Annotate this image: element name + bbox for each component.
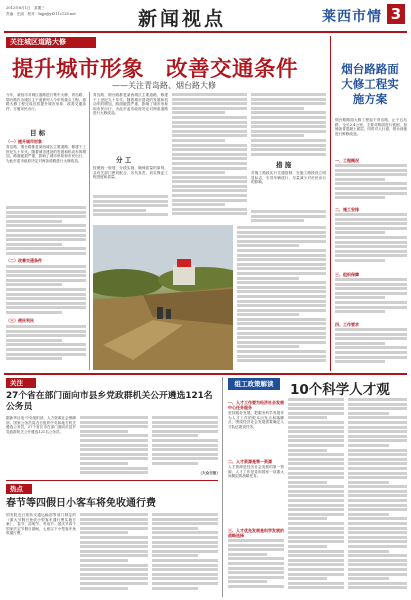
date-line: 2012年8月1日 星期三 xyxy=(6,6,45,10)
top-story-col3-text xyxy=(172,93,247,221)
side-story-text-3 xyxy=(335,278,407,318)
section-heading-measures: 措 施 xyxy=(276,161,292,169)
top-story-col5-text xyxy=(237,226,326,370)
bottom-left-lead: 据新华社电 中央组织部、人力资源社会保障部、国家公务员局近日组织中央和地方机关遴选公务员，27个省区市在部门面向市县乡党政群机关公开遴选121名公务员。 xyxy=(6,416,76,434)
bottom-left-headline: 27个省在部门面向市县乡党政群机关公开遴选121名公务员 xyxy=(6,391,213,412)
top-story-subhead: ——关注青岛路、烟台路大修 xyxy=(112,81,216,90)
section-heading-goal: 目 标 xyxy=(30,129,46,137)
editor-line: 责编：庄丽 校对：hqjz@yt311c128.net xyxy=(6,12,76,16)
hot-col2 xyxy=(80,513,148,595)
masthead xyxy=(0,0,411,32)
policy-point-3: 三、人才优先发展是科学发展的战略选择 xyxy=(228,528,284,538)
policy-point-2: 二、人才资源是第一资源 xyxy=(228,459,272,464)
side-item-1: 一、工程概况 xyxy=(335,158,359,163)
top-story-col1-text xyxy=(6,206,86,256)
side-item-4: 四、工作要求 xyxy=(335,322,359,327)
top-story-headline: 提升城市形象 改善交通条件 xyxy=(12,57,299,82)
side-item-3: 三、组织保障 xyxy=(335,272,359,277)
side-story-text-4 xyxy=(335,328,407,370)
middle-rule xyxy=(4,373,407,375)
policy-text-2: 人才资源是经济社会发展的第一资源，人才工作是党和国家一项重大而紧迫的战略任务。 xyxy=(228,465,284,479)
side-story-lead: 烟台路路面大修工程起于青岛路，止于石岛路，全长2.4公里，主要对路面进行铣刨、加铺沥青混凝土面层，同时对人行道、排水设施进行维修改造。 xyxy=(335,118,407,136)
side-story-headline: 烟台路路面大修工程实施方案 xyxy=(341,62,399,106)
hot-headline: 春节等四假日小客车将免收通行费 xyxy=(6,498,156,509)
masthead-rule xyxy=(4,31,407,33)
top-story-col1-text-2 xyxy=(6,265,86,315)
side-divider xyxy=(330,36,331,371)
bottom-divider xyxy=(222,377,223,597)
column-divider xyxy=(89,92,90,370)
side-story-text-1 xyxy=(335,164,407,204)
hot-col3 xyxy=(152,513,218,595)
hot-tag: 热点 xyxy=(6,484,32,494)
policy-col1-text xyxy=(228,539,284,595)
policy-col3-text xyxy=(348,398,407,595)
sub-heading-3: （三）便民利民 xyxy=(6,318,34,323)
policy-tag: 组工政策解读 xyxy=(228,378,280,390)
policy-col2-text xyxy=(288,398,344,595)
bottom-left-col3 xyxy=(152,416,218,470)
top-story-kicker: 关注城区道路大修 xyxy=(6,37,96,48)
top-story-para-2: 青岛路、烟台路都是莱西城区主要道路，修建于上世纪九十年代。随着城市建设的发展和机动车的增加，路面破损严重，影响了城市形象和市民出行，为此市委市政府决定对两条道路进行大修改造。 xyxy=(6,145,86,163)
road-construction-photo xyxy=(93,225,233,370)
bottom-left-byline: （大众日报） xyxy=(198,471,220,475)
sub-heading-2: （二）改善交通条件 xyxy=(6,258,42,263)
top-story-col1-text-3 xyxy=(6,325,86,365)
top-story-para-3: 按照统一规划、分段实施、确保质量的原则，各有关部门密切配合、各负其责，切实保证工程进度和质量。 xyxy=(93,166,168,180)
top-story-para-1: 青岛路、烟台路都是莱西城区主要道路，修建于上世纪九十年代。随着城市建设的发展和机动车的增加，路面破损严重，影响了城市形象和市民出行，为此市委市政府决定对两条道路进行大修改造。 xyxy=(93,93,168,116)
side-story-text-2 xyxy=(335,213,407,268)
policy-point-1: 一、人才工作要为经济社会发展中心任务服务 xyxy=(228,400,284,410)
policy-text-1: 坚持服务发展，把服务科学发展作为人才工作的根本出发点和落脚点，围绕经济社会发展需要确定人才队伍建设任务。 xyxy=(228,411,284,429)
section-title: 新闻视点 xyxy=(138,8,227,30)
top-story-col2-text xyxy=(93,195,168,220)
hot-lead: 国务院近日批转交通运输部等部门制定的《重大节假日免收小型客车通行费实施方案》，春节、清明节、劳动节、国庆节四个国家法定节假日期间，七座以下小型客车免收通行费。 xyxy=(6,513,76,536)
bottom-left-kicker: 关注 xyxy=(6,378,36,388)
page-number: 3 xyxy=(387,4,405,24)
top-story-col4-text xyxy=(251,93,326,158)
bottom-left-col2 xyxy=(80,416,148,478)
section-heading-division: 分 工 xyxy=(116,156,132,164)
side-item-2: 二、施工安排 xyxy=(335,207,359,212)
brand-name: 莱西市情 xyxy=(322,9,382,25)
sub-heading-1: （一）提升城市形象 xyxy=(6,139,42,144)
top-story-para-4: 对施工路段实行交通管制，在施工路段设立明显标志，引导车辆绕行，尽量减少对市民出行的影响。 xyxy=(251,171,326,185)
hot-divider xyxy=(6,480,218,481)
bottom-right-headline: 10个科学人才观 xyxy=(290,382,390,398)
top-story-col4-text-2 xyxy=(251,210,326,224)
top-story-lead: 今年，莱西市对城区道路进行集中大修，青岛路、烟台路作为城区主干道被列入今年的重点工程。道路大修工程完成后将提升城市形象、改善交通条件，方便市民出行。 xyxy=(6,93,86,111)
